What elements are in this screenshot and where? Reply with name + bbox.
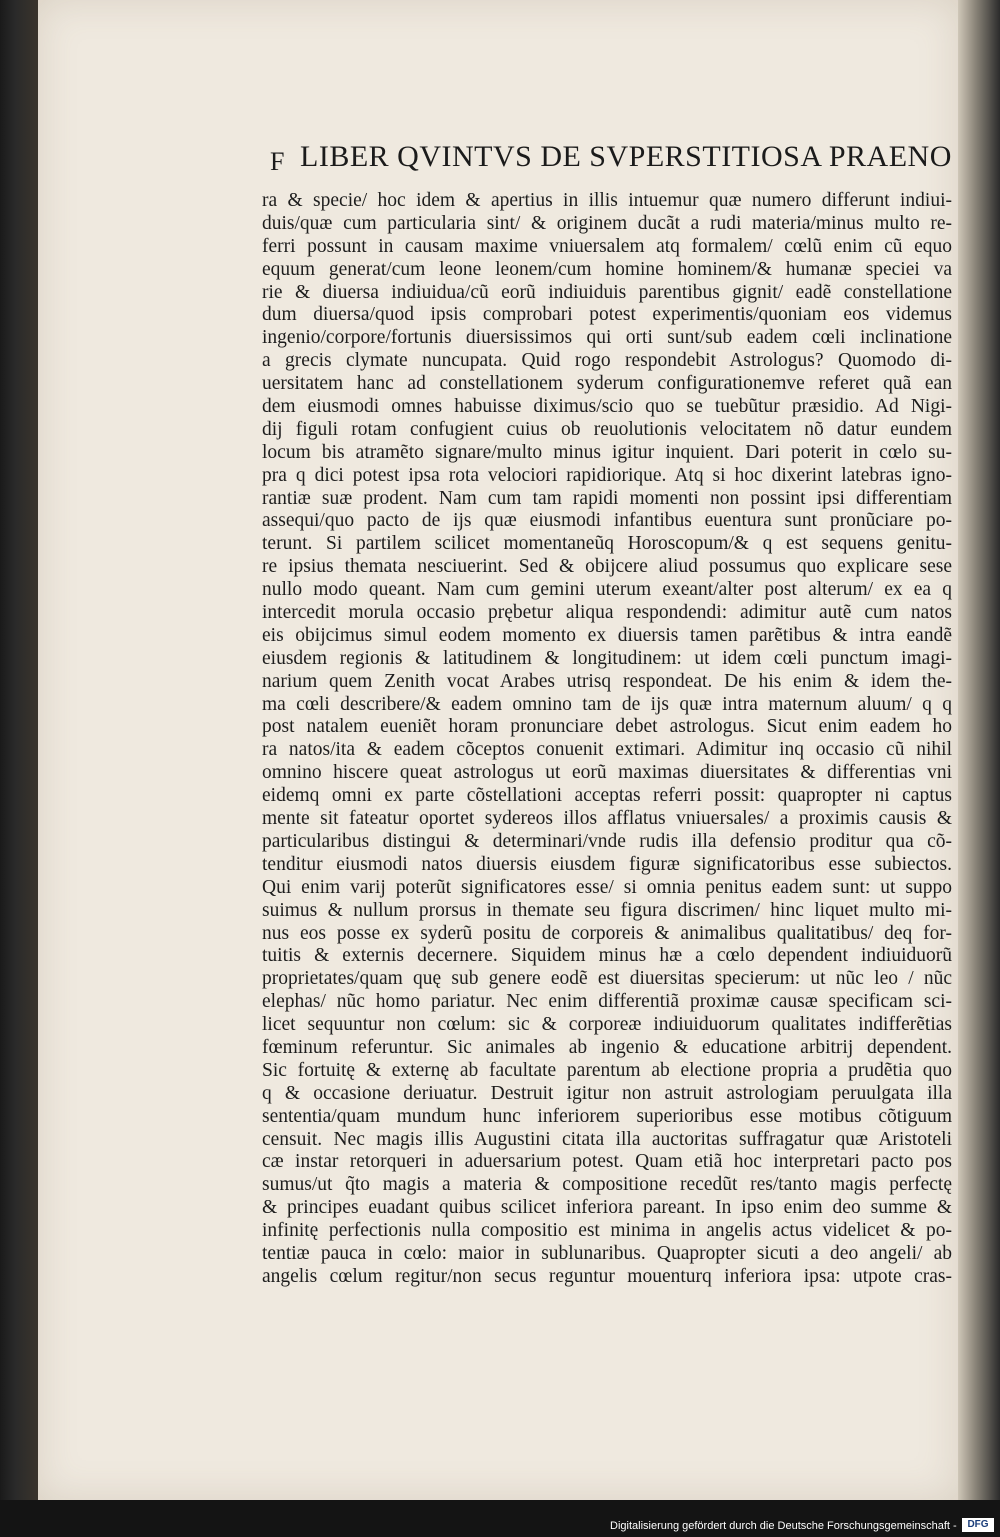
text-line: tuitis & externis decernere. Siquidem minus hæ a cœlo dependent indiuiduorũ [262, 945, 952, 967]
text-line: terunt. Si partilem scilicet momentaneũq Horoscopum/& q est sequens genitu- [262, 533, 952, 555]
text-line: a grecis clymate nuncupata. Quid rogo respondebit Astrologus? Quomodo di- [262, 350, 952, 372]
page-edge [958, 0, 1000, 1500]
text-line: narium quem Zenith vocat Arabes utrisq respondeat. De his enim & idem the- [262, 670, 952, 692]
text-line: cæ instar retorqueri in aduersarium potest. Quam etiã hoc interpretari pacto pos [262, 1151, 952, 1173]
heading-mark: F [270, 147, 285, 176]
text-line: Sic fortuitę & externę ab facultate parentum ab electione propria a prudẽtia quo [262, 1059, 952, 1081]
text-line: ma cœli describere/& eadem omnino tam de ijs quæ intra maternum aluum/ q q [262, 693, 952, 715]
text-line: rie & diuersa indiuidua/cũ eorũ indiuiduis parentibus gignit/ eadẽ constellatione [262, 281, 952, 303]
footer-credit: Digitalisierung gefördert durch die Deutsche Forschungsgemeinschaft - [610, 1520, 957, 1532]
text-line: fœminum referuntur. Sic animales ab ingenio & educatione arbitrij dependent. [262, 1036, 952, 1058]
text-line: dij figuli rotam confugient cuius ob reuolutionis velocitatem nõ datur eundem [262, 418, 952, 440]
text-line: omnino hiscere queat astrologus ut eorũ maximas diuersitates & differentias vni [262, 762, 952, 784]
text-line: ra & specie/ hoc idem & apertius in illis intuemur quæ numero differunt indiui- [262, 190, 952, 211]
text-line: eiusdem regionis & latitudinem & longitudinem: ut idem cœli punctum imagi- [262, 647, 952, 669]
text-line: rantiæ suæ prodent. Nam cum tam rapidi momenti non possint ipsi differentiam [262, 487, 952, 509]
text-line: & principes euadant quibus scilicet inferiora pareant. In ipso enim deo summe & [262, 1197, 952, 1219]
text-line: Qui enim varij poterũt significatores esse/ si omnia penitus eadem sunt: ut suppo [262, 876, 952, 898]
text-line: licet sequuntur non cœlum: sic & corporeæ indiuiduorum qualitates indifferẽtias [262, 1014, 952, 1036]
text-line: ferri possunt in causam maxime vniuersalem atq formalem/ cœlũ enim cũ equo [262, 235, 952, 257]
text-line: nullo modo queant. Nam cum gemini uterum exeant/alter post alterum/ ex ea q [262, 579, 952, 601]
binding-edge [0, 0, 38, 1500]
body-text [262, 190, 952, 1289]
text-line: angelis cœlum regitur/non secus reguntur mouenturq inferiora ipsa: utpote cras- [262, 1265, 952, 1287]
text-line: sumus/ut q̃to magis a materia & compositione recedũt res/tanto magis perfectę [262, 1174, 952, 1196]
text-line: suimus & nullum prorsus in themate seu figura discrimen/ hinc liquet multo mi- [262, 899, 952, 921]
text-line: tenditur eiusmodi natos diuersis eiusdem figuræ significatoribus esse subiectos. [262, 853, 952, 875]
text-line: proprietates/quam quę sub genere eodẽ est diuersitas specierum: ut nũc leo / nũc [262, 968, 952, 990]
text-line: eidemq omni ex parte cõstellationi acceptas referri possit: quapropter ni captus [262, 785, 952, 807]
text-line: dem eiusmodi omnes habuisse diximus/scio quo se tuebũtur præsidio. Ad Nigi- [262, 396, 952, 418]
text-line: pra q dici potest ipsa rota velociori rapidiorique. Atq si hoc dixerint latebras igno- [262, 464, 952, 486]
text-line: particularibus distingui & determinari/vnde rudis illa defensio proditur qua cõ- [262, 830, 952, 852]
text-line: q & occasione deriuatur. Destruit igitur non astruit astrologiam peruulgata illa [262, 1082, 952, 1104]
text-line: re ipsius themata nesciuerint. Sed & obijcere aliud possumus quo explicare sese [262, 556, 952, 578]
text-line: censuit. Nec magis illis Augustini citata illa auctoritas suffragatur quæ Aristoteli [262, 1128, 952, 1150]
text-line: tentiæ pauca in cœlo: maior in sublunaribus. Quapropter sicuti a deo angeli/ ab [262, 1242, 952, 1264]
text-line: intercedit morula occasio prębetur aliqua respondendi: adimitur autẽ cum natos [262, 602, 952, 624]
text-line: dum diuersa/quod ipsis comprobari potest experimentis/quoniam eos videmus [262, 304, 952, 326]
running-head: LIBER QVINTVS DE SVPERSTITIOSA PRAENO [300, 140, 952, 173]
text-line: ingenio/corpore/fortunis diuersissimos qui orti sunt/sub eadem cœli inclinatione [262, 327, 952, 349]
dfg-logo: DFG [962, 1518, 994, 1532]
text-line: uersitatem hanc ad constellationem syderum configurationemve referet quã ean [262, 373, 952, 395]
text-line: duis/quæ cum particularia sint/ & originem ducãt a rudi materia/minus multo re- [262, 212, 952, 234]
text-line: assequi/quo pacto de ijs quæ eiusmodi infantibus euentura sunt pronũciare po- [262, 510, 952, 532]
text-line: elephas/ nũc homo pariatur. Nec enim differentiã proximæ causæ specificam sci- [262, 991, 952, 1013]
text-line: nus eos posse ex syderũ positu de corporeis & animalibus qualitatibus/ deq for- [262, 922, 952, 944]
text-line: infinitę perfectionis nulla compositio est minima in angelis actus videlicet & po- [262, 1220, 952, 1242]
text-line: mente sit fateatur oportet sydereos illos afflatus vniuersales/ a proximis causis & [262, 808, 952, 830]
text-line: equum generat/cum leone leonem/cum homine hominem/& humanæ speciei va [262, 258, 952, 280]
text-line: post natalem eueniẽt horam pronunciare debet astrologus. Sicut enim eadem ho [262, 716, 952, 738]
text-line: sententia/quam mundum hunc inferiorem superioribus esse motibus cõtiguum [262, 1105, 952, 1127]
text-line: ra natos/ita & eadem cõceptos conuenit extimari. Adimitur inq occasio cũ nihil [262, 739, 952, 761]
text-line: locum bis atramẽto signare/multo minus igitur inquient. Dari poterit in cœlo su- [262, 441, 952, 463]
text-line: eis obijcimus simul eodem momento ex diuersis tamen parẽtibus & intra eandẽ [262, 624, 952, 646]
